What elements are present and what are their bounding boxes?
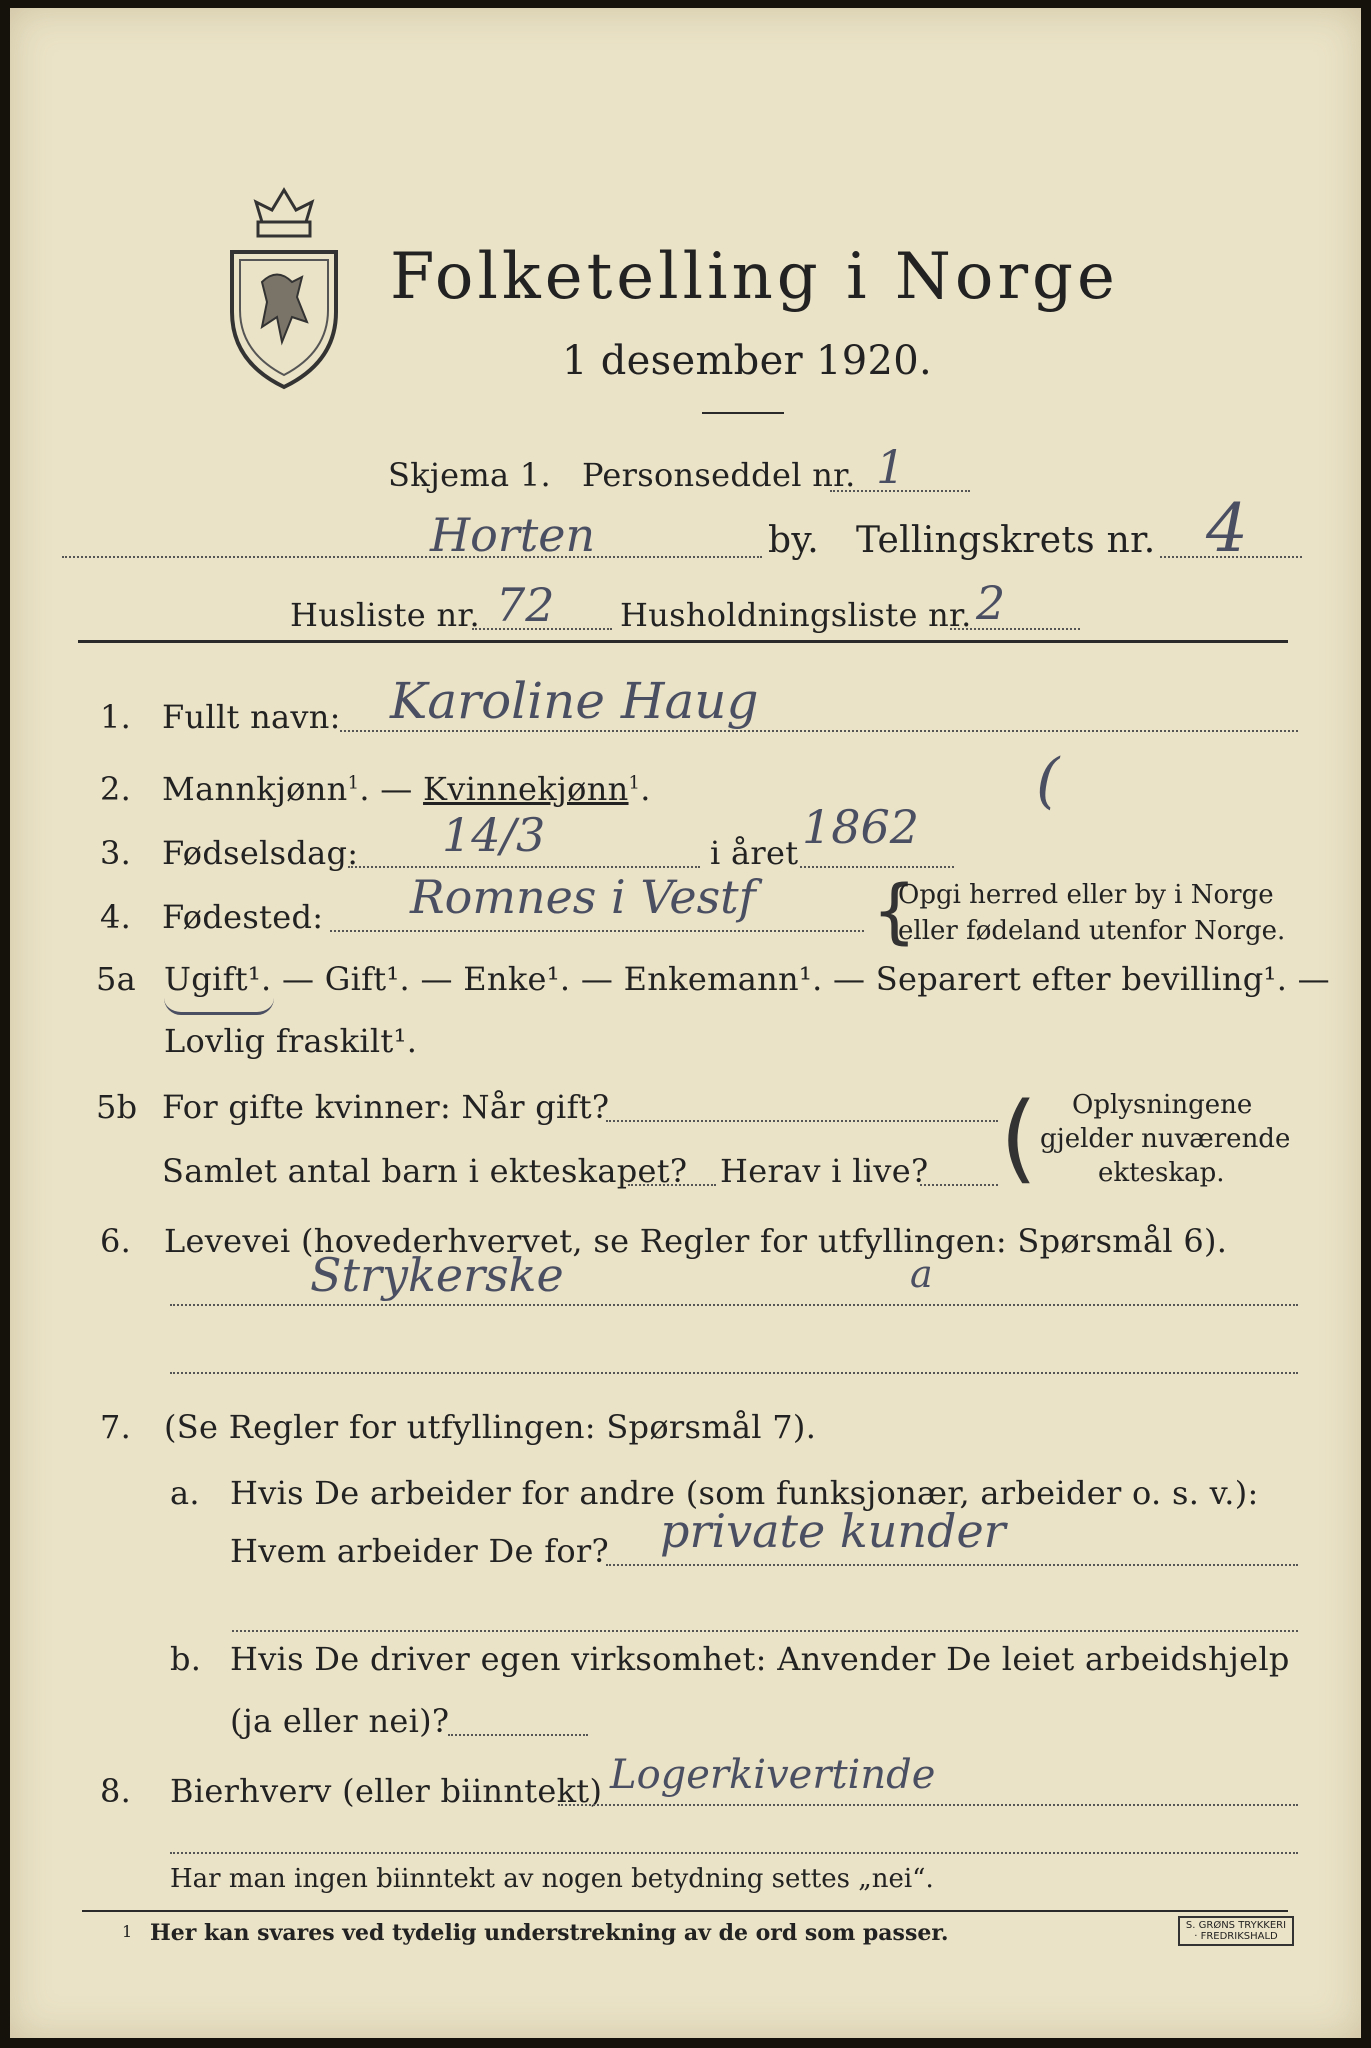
q8-label: Bierhverv (eller biinntekt): [170, 1772, 603, 1810]
q7a-question: Hvem arbeider De for?: [230, 1532, 609, 1570]
q7a-value[interactable]: private kunder: [660, 1504, 1006, 1558]
q5b-note-line1: Oplysningene: [1072, 1090, 1253, 1120]
q5b-when-married-line: [606, 1120, 998, 1122]
q4-label: Fødested:: [162, 898, 324, 936]
q7a-line1: [606, 1564, 1298, 1566]
coat-of-arms-icon: [222, 182, 346, 392]
title-divider: [702, 412, 784, 414]
q7b-question: (ja eller nei)?: [230, 1702, 450, 1740]
biinntekt-note: Har man ingen biinntekt av nogen betydning settes „nei“.: [170, 1864, 934, 1894]
q5b-children-line: [628, 1184, 716, 1186]
q5a-number: 5a: [96, 960, 137, 998]
q6-line2: [170, 1372, 1298, 1374]
q7-label: (Se Regler for utfyllingen: Spørsmål 7).: [164, 1408, 817, 1446]
q8-value[interactable]: Logerkivertinde: [610, 1752, 936, 1798]
footnote-text: Her kan svares ved tydelig understrekning av de ord som passer.: [150, 1920, 949, 1946]
personseddel-label: Personseddel nr.: [582, 456, 856, 494]
q2-female-option[interactable]: Kvinnekjønn: [423, 770, 629, 808]
q8-line1: [558, 1804, 1298, 1806]
husholdningsliste-value[interactable]: 2: [976, 576, 1006, 630]
printer-stamp: S. GRØNS TRYKKERI · FREDRIKSHALD: [1178, 1916, 1294, 1946]
city-value[interactable]: Horten: [430, 508, 596, 562]
husliste-label: Husliste nr.: [290, 596, 480, 634]
q5b-note-line3: ekteskap.: [1098, 1158, 1225, 1188]
q3-label: Fødselsdag:: [162, 834, 359, 872]
form-date: 1 desember 1920.: [562, 338, 932, 384]
q4-number: 4.: [100, 898, 132, 936]
q1-line: [340, 730, 1298, 732]
q3-number: 3.: [100, 834, 132, 872]
q1-number: 1.: [100, 698, 132, 736]
q7b-line: [448, 1734, 588, 1736]
q7a-label: Hvis De arbeider for andre (som funksjonær, arbeider o. s. v.):: [230, 1474, 1259, 1512]
q5b-alive-label: Herav i live?: [720, 1152, 929, 1190]
q5b-brace: (: [1000, 1082, 1038, 1194]
q3-year-value[interactable]: 1862: [802, 800, 920, 854]
q4-note-line1: Opgi herred eller by i Norge: [898, 880, 1274, 910]
husholdningsliste-line: [950, 628, 1080, 630]
q5b-when-married-label: For gifte kvinner: Når gift?: [162, 1088, 610, 1126]
tellingskrets-value[interactable]: 4: [1206, 490, 1248, 567]
q4-line: [330, 930, 864, 932]
q6-number: 6.: [100, 1222, 132, 1260]
q1-label: Fullt navn:: [162, 698, 341, 736]
city-line: [62, 556, 762, 558]
husliste-value[interactable]: 72: [496, 578, 555, 632]
q7b-label: Hvis De driver egen virksomhet: Anvender De leiet arbeidshjelp: [230, 1640, 1290, 1678]
q6-line1: [170, 1304, 1298, 1306]
q7a-line2: [232, 1630, 1298, 1632]
q5a-options-line2[interactable]: Lovlig fraskilt¹.: [164, 1022, 418, 1060]
q4-value[interactable]: Romnes i Vestf: [410, 870, 756, 924]
census-form-sheet: [10, 8, 1361, 2038]
q5a-options[interactable]: Ugift¹. — Gift¹. — Enke¹. — Enkemann¹. — Separert efter bevilling¹. —: [164, 960, 1330, 998]
q5b-number: 5b: [96, 1088, 138, 1126]
q2-number: 2.: [100, 770, 132, 808]
q4-brace: {: [872, 870, 917, 952]
q4-note-line2: eller fødeland utenfor Norge.: [898, 916, 1286, 946]
q3-year-label: i året: [710, 834, 799, 872]
tellingskrets-label: Tellingskrets nr.: [856, 520, 1156, 561]
q3-year-line: [800, 866, 954, 868]
form-title: Folketelling i Norge: [390, 240, 1119, 314]
q6-value[interactable]: Strykerske: [310, 1248, 564, 1302]
footer-rule: [82, 1910, 1288, 1912]
q5b-children-label: Samlet antal barn i ekteskapet?: [162, 1152, 688, 1190]
q7b-number: b.: [170, 1640, 202, 1678]
q3-day-line: [348, 866, 700, 868]
q6-label: Levevei (hovederhvervet, se Regler for utfyllingen: Spørsmål 6).: [164, 1222, 1228, 1260]
q1-value[interactable]: Karoline Haug: [390, 672, 759, 730]
q7a-number: a.: [170, 1474, 200, 1512]
by-label: by.: [768, 520, 819, 561]
q5b-note-line2: gjelder nuværende: [1040, 1124, 1291, 1154]
q5b-alive-line: [920, 1184, 998, 1186]
q3-day-value[interactable]: 14/3: [442, 808, 546, 862]
q5a-underline-mark: [164, 998, 274, 1015]
header-rule: [78, 640, 1288, 643]
skjema-label: Skjema 1.: [388, 456, 551, 494]
husholdningsliste-label: Husholdningsliste nr.: [620, 596, 972, 634]
q2-mark: (: [1036, 746, 1060, 816]
personseddel-value[interactable]: 1: [876, 440, 906, 494]
q6-value-extra: a: [910, 1252, 933, 1296]
q8-line2: [170, 1852, 1298, 1854]
q7-number: 7.: [100, 1408, 132, 1446]
q2-male-option[interactable]: Mannkjønn: [162, 770, 348, 808]
footnote-number: 1: [122, 1922, 133, 1941]
q2-options: Mannkjønn$^1$. — Kvinnekjønn$^1$.: [162, 770, 651, 808]
q8-number: 8.: [100, 1772, 132, 1810]
